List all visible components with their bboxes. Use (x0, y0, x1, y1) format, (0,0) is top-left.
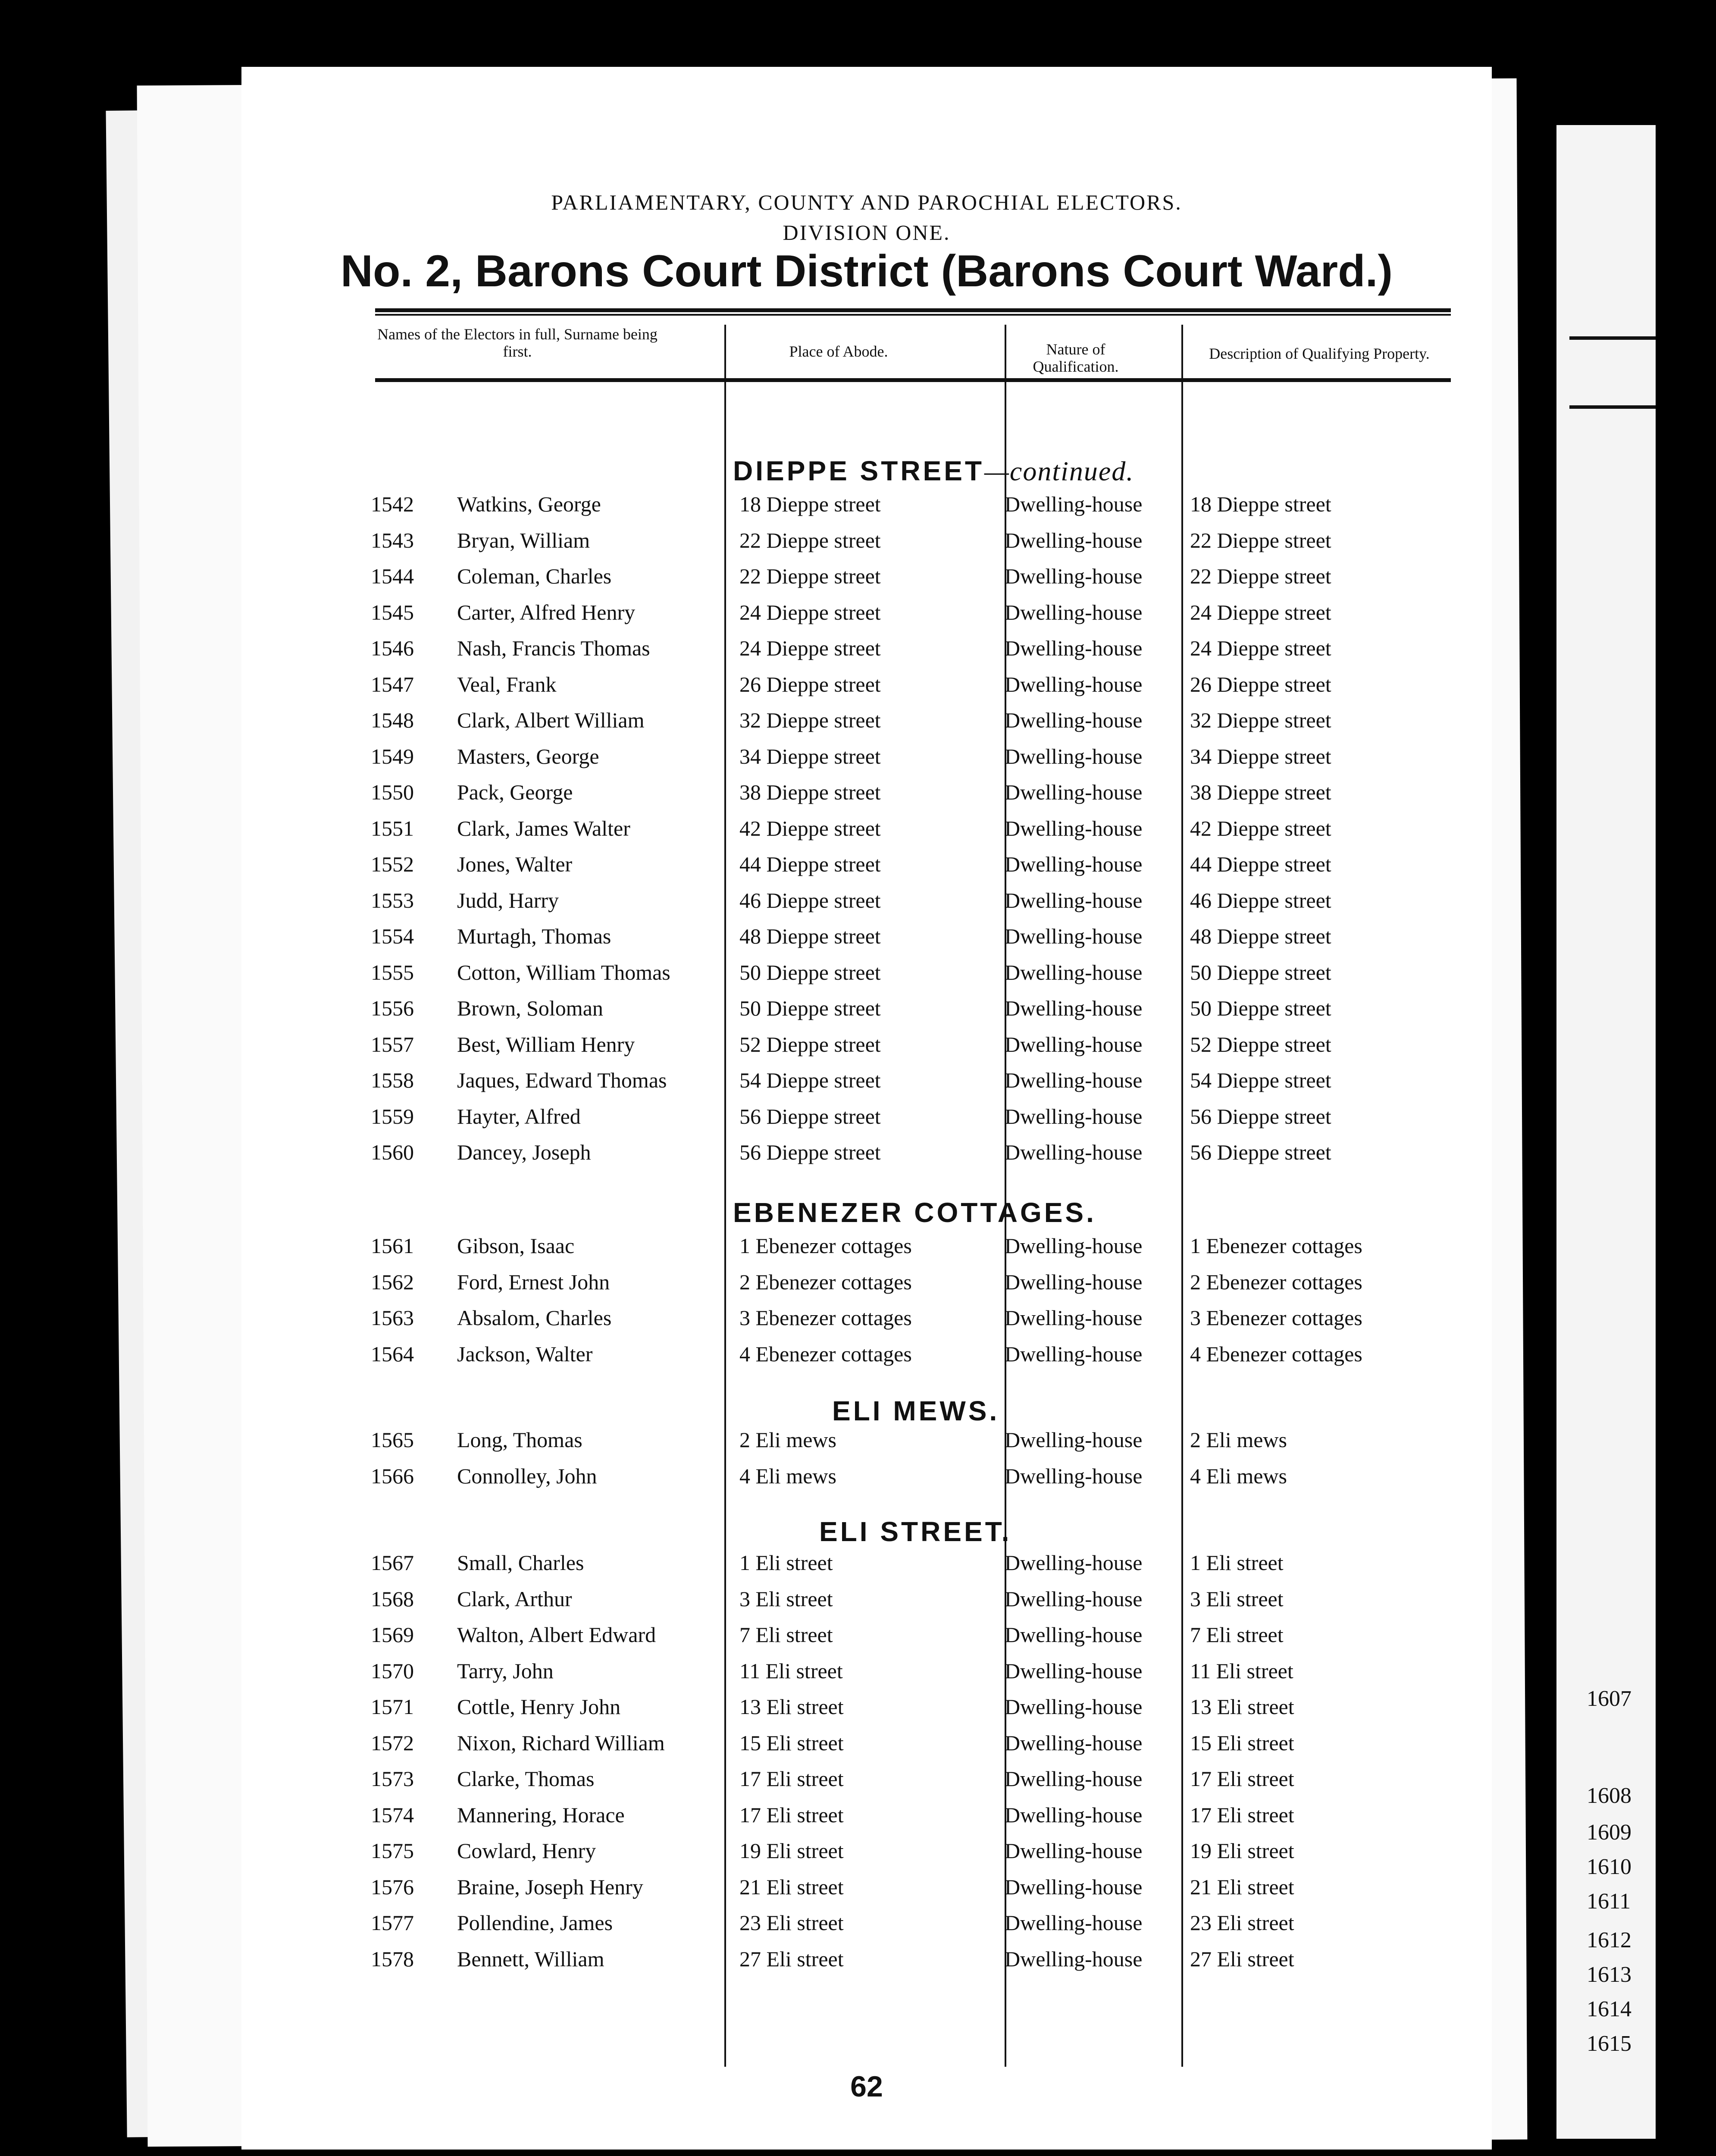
elector-name: Dancey, Joseph (457, 1140, 591, 1164)
section-heading-dieppe-street (733, 455, 1134, 487)
elector-number: 1570 (371, 1658, 414, 1683)
adjacent-number: 1609 (1587, 1820, 1631, 1845)
elector-row (241, 1946, 1492, 1983)
nature-of-qualification: Dwelling-house (1005, 996, 1143, 1020)
place-of-abode: 13 Eli street (739, 1695, 844, 1719)
qualifying-property: 26 Dieppe street (1190, 672, 1331, 696)
elector-row (241, 1838, 1492, 1874)
elector-row (241, 1305, 1492, 1341)
qualifying-property: 3 Eli street (1190, 1586, 1284, 1611)
place-of-abode: 34 Dieppe street (739, 744, 881, 768)
qualifying-property: 2 Eli mews (1190, 1428, 1287, 1452)
elector-name: Jaques, Edward Thomas (457, 1068, 667, 1092)
elector-name: Cowlard, Henry (457, 1839, 596, 1863)
elector-number: 1574 (371, 1802, 414, 1827)
place-of-abode: 32 Dieppe street (739, 708, 881, 732)
elector-number: 1575 (371, 1839, 414, 1863)
nature-of-qualification: Dwelling-house (1005, 708, 1143, 732)
elector-row (241, 1586, 1492, 1623)
nature-of-qualification: Dwelling-house (1005, 528, 1143, 552)
qualifying-property: 38 Dieppe street (1190, 780, 1331, 804)
column-header-qualification: Nature of Qualification. (1033, 341, 1119, 375)
adjacent-number: 1608 (1587, 1783, 1631, 1808)
place-of-abode: 56 Dieppe street (739, 1104, 881, 1128)
adjacent-number: 1614 (1587, 1997, 1631, 2021)
nature-of-qualification: Dwelling-house (1005, 1428, 1143, 1452)
column-header-property: Description of Qualifying Property. (1209, 345, 1430, 362)
elector-number: 1568 (371, 1586, 414, 1611)
place-of-abode: 17 Eli street (739, 1767, 844, 1791)
elector-name: Carter, Alfred Henry (457, 600, 636, 624)
adjacent-rule (1569, 405, 1656, 409)
elector-row (241, 888, 1492, 924)
elector-name: Walton, Albert Edward (457, 1623, 656, 1647)
elector-name: Watkins, George (457, 492, 601, 516)
elector-number: 1560 (371, 1140, 414, 1164)
elector-number: 1548 (371, 708, 414, 732)
column-header-abode: Place of Abode. (789, 343, 888, 360)
adjacent-page-edge (1556, 125, 1656, 2139)
nature-of-qualification: Dwelling-house (1005, 600, 1143, 624)
nature-of-qualification: Dwelling-house (1005, 1802, 1143, 1827)
header-rule-thin (375, 314, 1451, 316)
adjacent-number: 1612 (1587, 1928, 1631, 1952)
qualifying-property: 1 Eli street (1190, 1551, 1284, 1575)
qualifying-property: 18 Dieppe street (1190, 492, 1331, 516)
elector-number: 1544 (371, 564, 414, 588)
qualifying-property: 54 Dieppe street (1190, 1068, 1331, 1092)
place-of-abode: 46 Dieppe street (739, 888, 881, 912)
elector-name: Pack, George (457, 780, 573, 804)
elector-row (241, 672, 1492, 708)
elector-name: Absalom, Charles (457, 1306, 612, 1330)
place-of-abode: 17 Eli street (739, 1802, 844, 1827)
place-of-abode: 23 Eli street (739, 1911, 844, 1935)
place-of-abode: 56 Dieppe street (739, 1140, 881, 1164)
elector-number: 1576 (371, 1874, 414, 1899)
nature-of-qualification: Dwelling-house (1005, 1658, 1143, 1683)
qualifying-property: 13 Eli street (1190, 1695, 1294, 1719)
elector-name: Clark, Albert William (457, 708, 645, 732)
elector-name: Ford, Ernest John (457, 1269, 610, 1294)
place-of-abode: 22 Dieppe street (739, 564, 881, 588)
elector-name: Coleman, Charles (457, 564, 612, 588)
elector-row (241, 1463, 1492, 1500)
nature-of-qualification: Dwelling-house (1005, 1874, 1143, 1899)
nature-of-qualification: Dwelling-house (1005, 1839, 1143, 1863)
elector-row (241, 1766, 1492, 1802)
qualifying-property: 4 Eli mews (1190, 1463, 1287, 1488)
nature-of-qualification: Dwelling-house (1005, 1104, 1143, 1128)
elector-name: Judd, Harry (457, 888, 559, 912)
nature-of-qualification: Dwelling-house (1005, 1068, 1143, 1092)
place-of-abode: 24 Dieppe street (739, 636, 881, 660)
elector-row (241, 1427, 1492, 1463)
place-of-abode: 24 Dieppe street (739, 600, 881, 624)
place-of-abode: 22 Dieppe street (739, 528, 881, 552)
register-heading: PARLIAMENTARY, COUNTY AND PAROCHIAL ELECTORS. (551, 190, 1182, 214)
adjacent-number: 1607 (1587, 1686, 1631, 1711)
qualifying-property: 27 Eli street (1190, 1946, 1294, 1971)
section-heading-eli-street: ELI STREET. (819, 1516, 1012, 1547)
place-of-abode: 21 Eli street (739, 1874, 844, 1899)
header-rule (375, 308, 1451, 312)
elector-number: 1549 (371, 744, 414, 768)
nature-of-qualification: Dwelling-house (1005, 1586, 1143, 1611)
elector-row (241, 1269, 1492, 1306)
place-of-abode: 42 Dieppe street (739, 816, 881, 840)
qualifying-property: 19 Eli street (1190, 1839, 1294, 1863)
elector-row (241, 744, 1492, 780)
place-of-abode: 2 Ebenezer cottages (739, 1269, 912, 1294)
nature-of-qualification: Dwelling-house (1005, 1695, 1143, 1719)
elector-number: 1572 (371, 1730, 414, 1755)
elector-row (241, 708, 1492, 744)
nature-of-qualification: Dwelling-house (1005, 1623, 1143, 1647)
qualifying-property: 2 Ebenezer cottages (1190, 1269, 1362, 1294)
elector-row (241, 1730, 1492, 1767)
place-of-abode: 3 Ebenezer cottages (739, 1306, 912, 1330)
elector-row (241, 1341, 1492, 1378)
place-of-abode: 50 Dieppe street (739, 996, 881, 1020)
elector-name: Braine, Joseph Henry (457, 1874, 643, 1899)
elector-name: Clark, Arthur (457, 1586, 572, 1611)
elector-name: Jones, Walter (457, 852, 573, 876)
elector-name: Cotton, William Thomas (457, 960, 670, 984)
place-of-abode: 27 Eli street (739, 1946, 844, 1971)
elector-row (241, 636, 1492, 672)
place-of-abode: 4 Ebenezer cottages (739, 1341, 912, 1366)
elector-name: Best, William Henry (457, 1032, 635, 1056)
elector-row (241, 1140, 1492, 1176)
elector-number: 1542 (371, 492, 414, 516)
elector-row (241, 1622, 1492, 1658)
register-page (241, 67, 1492, 2150)
qualifying-property: 21 Eli street (1190, 1874, 1294, 1899)
elector-name: Bryan, William (457, 528, 590, 552)
elector-row (241, 852, 1492, 888)
qualifying-property: 24 Dieppe street (1190, 600, 1331, 624)
qualifying-property: 50 Dieppe street (1190, 996, 1331, 1020)
elector-row (241, 960, 1492, 996)
place-of-abode: 26 Dieppe street (739, 672, 881, 696)
elector-number: 1547 (371, 672, 414, 696)
elector-name: Hayter, Alfred (457, 1104, 581, 1128)
nature-of-qualification: Dwelling-house (1005, 1767, 1143, 1791)
elector-row (241, 492, 1492, 528)
elector-name: Veal, Frank (457, 672, 557, 696)
nature-of-qualification: Dwelling-house (1005, 636, 1143, 660)
nature-of-qualification: Dwelling-house (1005, 888, 1143, 912)
elector-row (241, 1658, 1492, 1695)
place-of-abode: 18 Dieppe street (739, 492, 881, 516)
section-continued: —continued. (984, 456, 1134, 486)
nature-of-qualification: Dwelling-house (1005, 1911, 1143, 1935)
nature-of-qualification: Dwelling-house (1005, 492, 1143, 516)
nature-of-qualification: Dwelling-house (1005, 1551, 1143, 1575)
qualifying-property: 56 Dieppe street (1190, 1104, 1331, 1128)
elector-number: 1543 (371, 528, 414, 552)
elector-number: 1563 (371, 1306, 414, 1330)
adjacent-number: 1611 (1587, 1889, 1631, 1914)
qualifying-property: 42 Dieppe street (1190, 816, 1331, 840)
nature-of-qualification: Dwelling-house (1005, 852, 1143, 876)
elector-number: 1573 (371, 1767, 414, 1791)
qualifying-property: 52 Dieppe street (1190, 1032, 1331, 1056)
qualifying-property: 23 Eli street (1190, 1911, 1294, 1935)
elector-row (241, 1910, 1492, 1946)
nature-of-qualification: Dwelling-house (1005, 780, 1143, 804)
place-of-abode: 1 Eli street (739, 1551, 833, 1575)
place-of-abode: 48 Dieppe street (739, 924, 881, 948)
elector-row (241, 816, 1492, 852)
elector-number: 1577 (371, 1911, 414, 1935)
elector-number: 1557 (371, 1032, 414, 1056)
nature-of-qualification: Dwelling-house (1005, 1946, 1143, 1971)
elector-name: Clarke, Thomas (457, 1767, 595, 1791)
elector-number: 1555 (371, 960, 414, 984)
place-of-abode: 7 Eli street (739, 1623, 833, 1647)
elector-name: Jackson, Walter (457, 1341, 593, 1366)
place-of-abode: 38 Dieppe street (739, 780, 881, 804)
elector-number: 1545 (371, 600, 414, 624)
adjacent-number: 1615 (1587, 2031, 1631, 2056)
elector-number: 1552 (371, 852, 414, 876)
elector-name: Pollendine, James (457, 1911, 613, 1935)
nature-of-qualification: Dwelling-house (1005, 816, 1143, 840)
section-title: DIEPPE STREET (733, 455, 984, 486)
page-number: 62 (850, 2070, 883, 2103)
qualifying-property: 50 Dieppe street (1190, 960, 1331, 984)
elector-name: Cottle, Henry John (457, 1695, 621, 1719)
elector-name: Small, Charles (457, 1551, 584, 1575)
qualifying-property: 1 Ebenezer cottages (1190, 1234, 1362, 1258)
elector-name: Mannering, Horace (457, 1802, 625, 1827)
adjacent-number: 1613 (1587, 1962, 1631, 1987)
qualifying-property: 56 Dieppe street (1190, 1140, 1331, 1164)
elector-row (241, 1874, 1492, 1911)
nature-of-qualification: Dwelling-house (1005, 744, 1143, 768)
elector-number: 1554 (371, 924, 414, 948)
qualifying-property: 3 Ebenezer cottages (1190, 1306, 1362, 1330)
qualifying-property: 7 Eli street (1190, 1623, 1284, 1647)
elector-number: 1561 (371, 1234, 414, 1258)
elector-number: 1578 (371, 1946, 414, 1971)
column-header-rule (375, 378, 1451, 382)
elector-name: Long, Thomas (457, 1428, 582, 1452)
elector-row (241, 1550, 1492, 1586)
nature-of-qualification: Dwelling-house (1005, 1341, 1143, 1366)
elector-number: 1546 (371, 636, 414, 660)
nature-of-qualification: Dwelling-house (1005, 672, 1143, 696)
elector-number: 1550 (371, 780, 414, 804)
elector-name: Nash, Francis Thomas (457, 636, 650, 660)
elector-row (241, 780, 1492, 816)
section-heading-eli-mews: ELI MEWS. (832, 1395, 1000, 1426)
place-of-abode: 19 Eli street (739, 1839, 844, 1863)
elector-row (241, 528, 1492, 564)
qualifying-property: 11 Eli street (1190, 1658, 1293, 1683)
qualifying-property: 48 Dieppe street (1190, 924, 1331, 948)
elector-number: 1551 (371, 816, 414, 840)
nature-of-qualification: Dwelling-house (1005, 1463, 1143, 1488)
qualifying-property: 22 Dieppe street (1190, 564, 1331, 588)
qualifying-property: 4 Ebenezer cottages (1190, 1341, 1362, 1366)
elector-name: Tarry, John (457, 1658, 554, 1683)
elector-row (241, 996, 1492, 1032)
section-heading-ebenezer-cottages: EBENEZER COTTAGES. (733, 1197, 1096, 1228)
adjacent-number: 1610 (1587, 1855, 1631, 1879)
elector-row (241, 924, 1492, 960)
elector-name: Murtagh, Thomas (457, 924, 611, 948)
elector-row (241, 1104, 1492, 1140)
place-of-abode: 54 Dieppe street (739, 1068, 881, 1092)
elector-name: Bennett, William (457, 1946, 604, 1971)
elector-number: 1558 (371, 1068, 414, 1092)
division-heading: DIVISION ONE. (783, 220, 951, 244)
elector-number: 1571 (371, 1695, 414, 1719)
elector-number: 1559 (371, 1104, 414, 1128)
elector-name: Masters, George (457, 744, 599, 768)
elector-number: 1553 (371, 888, 414, 912)
elector-row (241, 1068, 1492, 1104)
place-of-abode: 3 Eli street (739, 1586, 833, 1611)
nature-of-qualification: Dwelling-house (1005, 564, 1143, 588)
elector-number: 1566 (371, 1463, 414, 1488)
qualifying-property: 44 Dieppe street (1190, 852, 1331, 876)
elector-number: 1567 (371, 1551, 414, 1575)
page-title: No. 2, Barons Court District (Barons Court Ward.) (340, 246, 1393, 296)
nature-of-qualification: Dwelling-house (1005, 1730, 1143, 1755)
qualifying-property: 15 Eli street (1190, 1730, 1294, 1755)
elector-number: 1565 (371, 1428, 414, 1452)
qualifying-property: 34 Dieppe street (1190, 744, 1331, 768)
elector-name: Clark, James Walter (457, 816, 630, 840)
nature-of-qualification: Dwelling-house (1005, 960, 1143, 984)
nature-of-qualification: Dwelling-house (1005, 1032, 1143, 1056)
qualifying-property: 22 Dieppe street (1190, 528, 1331, 552)
elector-row (241, 1233, 1492, 1269)
place-of-abode: 1 Ebenezer cottages (739, 1234, 912, 1258)
column-header-names: Names of the Electors in full, Surname being first. (377, 326, 658, 360)
elector-row (241, 1802, 1492, 1839)
elector-name: Connolley, John (457, 1463, 597, 1488)
nature-of-qualification: Dwelling-house (1005, 1234, 1143, 1258)
elector-number: 1564 (371, 1341, 414, 1366)
place-of-abode: 15 Eli street (739, 1730, 844, 1755)
qualifying-property: 17 Eli street (1190, 1802, 1294, 1827)
elector-row (241, 600, 1492, 636)
qualifying-property: 32 Dieppe street (1190, 708, 1331, 732)
place-of-abode: 11 Eli street (739, 1658, 843, 1683)
nature-of-qualification: Dwelling-house (1005, 1140, 1143, 1164)
place-of-abode: 50 Dieppe street (739, 960, 881, 984)
elector-number: 1569 (371, 1623, 414, 1647)
elector-name: Gibson, Isaac (457, 1234, 575, 1258)
elector-number: 1556 (371, 996, 414, 1020)
place-of-abode: 52 Dieppe street (739, 1032, 881, 1056)
qualifying-property: 17 Eli street (1190, 1767, 1294, 1791)
qualifying-property: 24 Dieppe street (1190, 636, 1331, 660)
elector-row (241, 564, 1492, 600)
nature-of-qualification: Dwelling-house (1005, 1269, 1143, 1294)
place-of-abode: 4 Eli mews (739, 1463, 836, 1488)
elector-row (241, 1032, 1492, 1068)
qualifying-property: 46 Dieppe street (1190, 888, 1331, 912)
elector-name: Brown, Soloman (457, 996, 603, 1020)
elector-row (241, 1694, 1492, 1730)
nature-of-qualification: Dwelling-house (1005, 1306, 1143, 1330)
nature-of-qualification: Dwelling-house (1005, 924, 1143, 948)
elector-number: 1562 (371, 1269, 414, 1294)
elector-name: Nixon, Richard William (457, 1730, 665, 1755)
adjacent-rule (1569, 336, 1656, 340)
place-of-abode: 44 Dieppe street (739, 852, 881, 876)
place-of-abode: 2 Eli mews (739, 1428, 836, 1452)
